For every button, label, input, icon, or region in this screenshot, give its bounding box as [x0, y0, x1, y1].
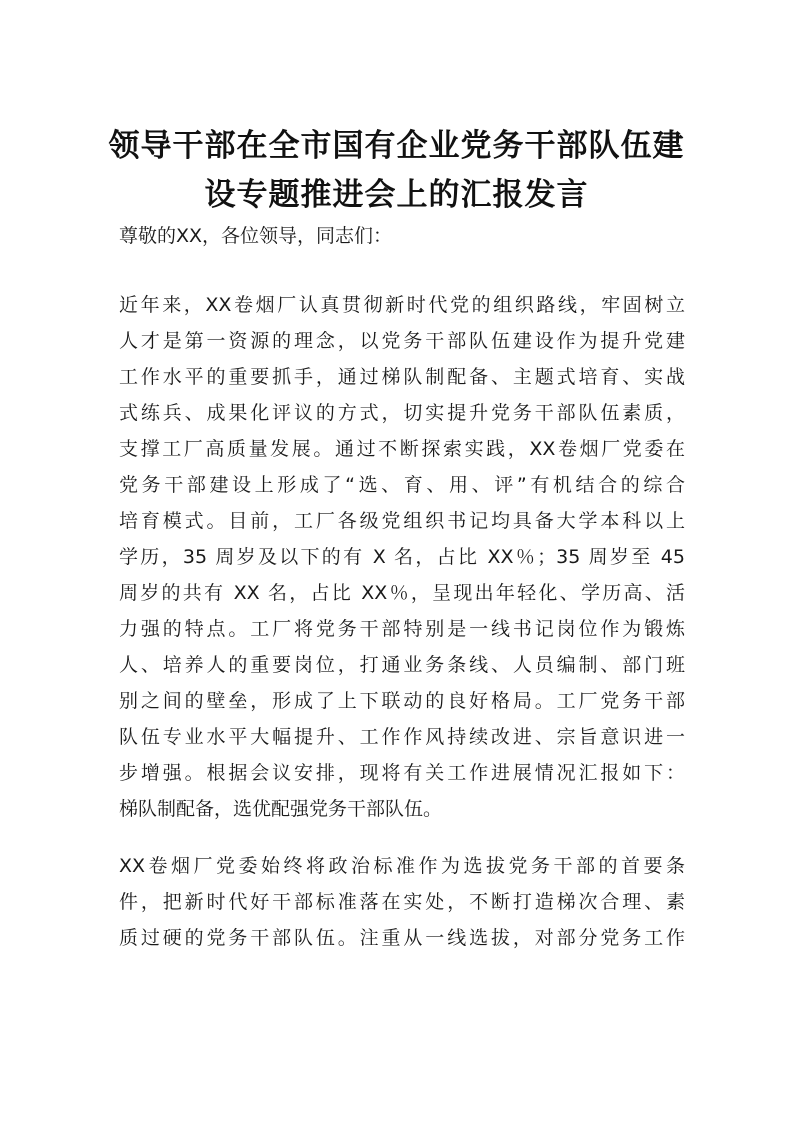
paragraph-line: 人才是第一资源的理念，以党务干部队伍建设作为提升党建	[119, 330, 685, 352]
paragraph-line: 步增强。根据会议安排，现将有关工作进展情况汇报如下：	[119, 762, 685, 784]
salutation: 尊敬的XX，各位领导，同志们：	[119, 225, 393, 247]
paragraph-line: 学历，35 周岁及以下的有 X 名，占比 XX％；35 周岁至 45	[119, 546, 685, 568]
paragraph-line: 队伍专业水平大幅提升、工作作风持续改进、宗旨意识进一	[119, 726, 685, 748]
paragraph-line: 党务干部建设上形成了“选、育、用、评”有机结合的综合	[119, 474, 685, 496]
document-title-line-2: 设专题推进会上的汇报发言	[204, 177, 589, 213]
paragraph-line: 近年来，XX卷烟厂认真贯彻新时代党的组织路线，牢固树立	[119, 294, 685, 316]
paragraph-line: 式练兵、成果化评议的方式，切实提升党务干部队伍素质，	[119, 402, 685, 424]
paragraph-line: 培育模式。目前，工厂各级党组织书记均具备大学本科以上	[119, 510, 685, 532]
paragraph-line: 件，把新时代好干部标准落在实处，不断打造梯次合理、素	[119, 891, 685, 913]
paragraph-line: XX卷烟厂党委始终将政治标准作为选拔党务干部的首要条	[119, 855, 685, 877]
paragraph-line: 支撑工厂高质量发展。通过不断探索实践，XX卷烟厂党委在	[119, 438, 685, 460]
document-title-line-1: 领导干部在全市国有企业党务干部队伍建	[108, 128, 685, 164]
paragraph-line: 别之间的壁垒，形成了上下联动的良好格局。工厂党务干部	[119, 690, 685, 712]
section-heading: 梯队制配备，选优配强党务干部队伍。	[119, 798, 443, 820]
paragraph-line: 质过硬的党务干部队伍。注重从一线选拔，对部分党务工作	[119, 927, 685, 949]
paragraph-line: 人、培养人的重要岗位，打通业务条线、人员编制、部门班	[119, 654, 685, 676]
paragraph-line: 工作水平的重要抓手，通过梯队制配备、主题式培育、实战	[119, 366, 685, 388]
paragraph-line: 力强的特点。工厂将党务干部特别是一线书记岗位作为锻炼	[119, 618, 685, 640]
paragraph-line: 周岁的共有 XX 名，占比 XX％，呈现出年轻化、学历高、活	[119, 582, 685, 604]
